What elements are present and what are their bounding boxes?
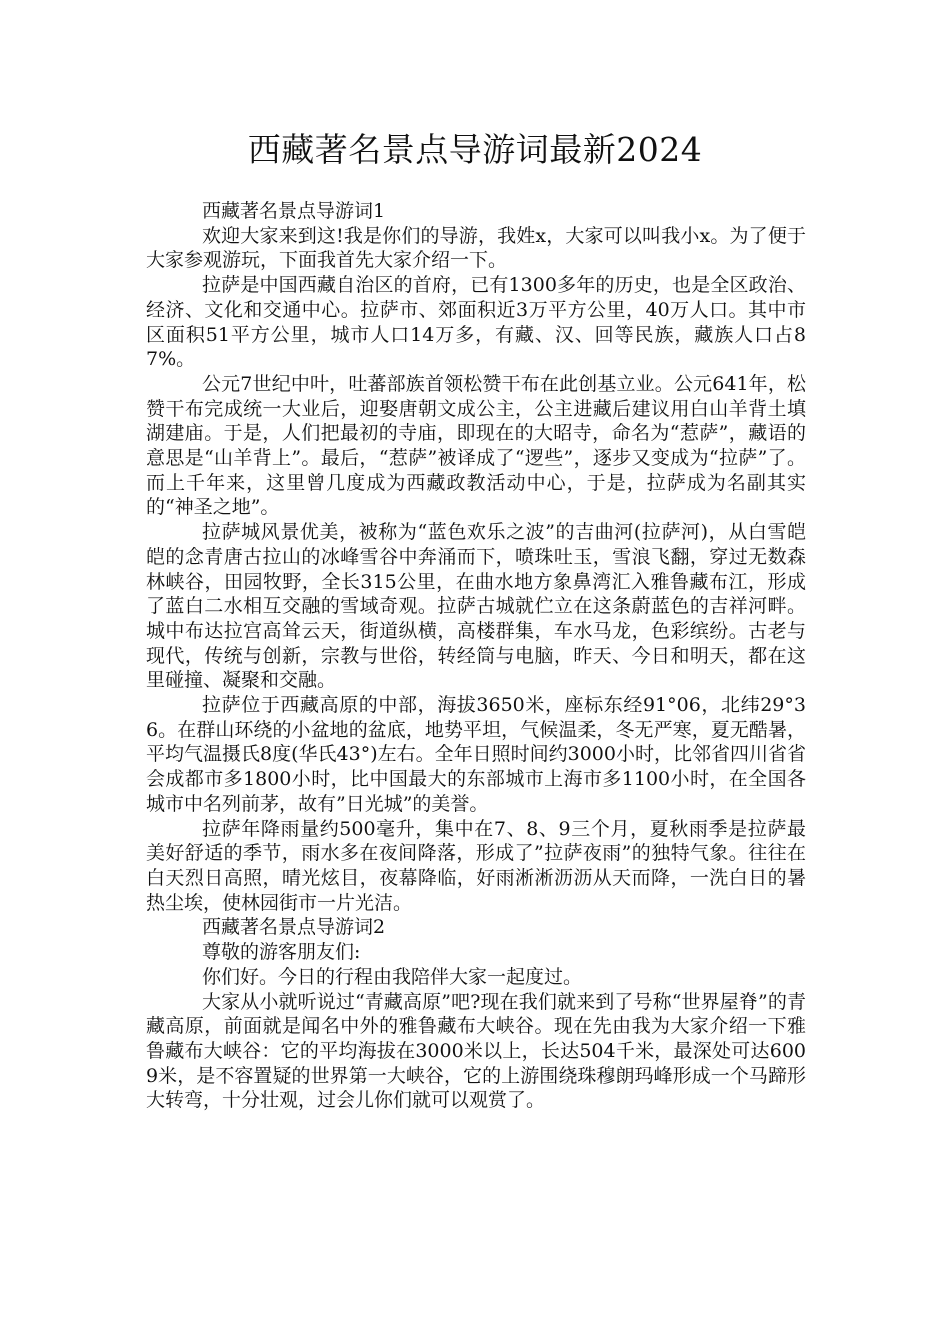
paragraph: 尊敬的游客朋友们:	[202, 941, 361, 964]
paragraph: 拉萨是中国西藏自治区的首府，已有1300多年的历史，也是全区政治、经济、文化和交通中心。拉萨市、郊面积近3万平方公里，40万人口。其中市区面积51平方公里，城市人口14万多，有藏、汉、回等民族，藏族人口占87%。	[146, 274, 806, 371]
paragraph: 公元7世纪中叶，吐蕃部族首领松赞干布在此创基立业。公元641年，松赞干布完成统一大业后，迎娶唐朝文成公主，公主进藏后建议用白山羊背土填湖建庙。于是，人们把最初的寺庙，即现在的大昭寺，命名为“惹萨”，藏语的意思是“山羊背上”。最后，“惹萨”被译成了“逻些”，逐步又变成为“拉萨”了。而上千年来，这里曾几度成为西藏政教活动中心，于是，拉萨成为名副其实的“神圣之地”。	[146, 372, 806, 519]
paragraph: 你们好。今日的行程由我陪伴大家一起度过。	[202, 965, 583, 988]
paragraph: 大家从小就听说过“青藏高原”吧?现在我们就来到了号称“世界屋脊”的青藏高原，前面就是闻名中外的雅鲁藏布大峡谷。现在先由我为大家介绍一下雅鲁藏布大峡谷：它的平均海拔在3000米以上，长达504千米，最深处可达6009米，是不容置疑的世界第一大峡谷，它的上游围绕珠穆朗玛峰形成一个马蹄形大转弯，十分壮观，过会儿你们就可以观赏了。	[146, 990, 806, 1112]
document-title: 西藏著名景点导游词最新2024	[247, 130, 703, 169]
document-body	[146, 199, 806, 1113]
section-heading: 西藏著名景点导游词1	[202, 200, 386, 222]
paragraph: 拉萨城风景优美，被称为“蓝色欢乐之波”的吉曲河(拉萨河)，从白雪皑皑的念青唐古拉山的冰峰雪谷中奔涌而下，喷珠吐玉，雪浪飞翻，穿过无数森林峡谷，田园牧野，全长315公里，在曲水地方象鼻湾汇入雅鲁藏布江，形成了蓝白二水相互交融的雪域奇观。拉萨古城就伫立在这条蔚蓝色的吉祥河畔。城中布达拉宫高耸云天，街道纵横，高楼群集，车水马龙，色彩缤纷。古老与现代，传统与创新，宗教与世俗，转经筒与电脑，昨天、今日和明天，都在这里碰撞、凝聚和交融。	[146, 521, 806, 692]
section-heading: 西藏著名景点导游词2	[202, 916, 386, 939]
paragraph: 拉萨位于西藏高原的中部，海拔3650米，座标东经91°06，北纬29°36。在群山环绕的小盆地的盆底，地势平坦，气候温柔，冬无严寒，夏无酷暑，平均气温摄氏8度(华氏43°)左右。全年日照时间约3000小时，比邻省四川省省会成都市多1800小时，比中国最大的东部城市上海市多1100小时，在全国各城市中名列前茅，故有”日光城”的美誉。	[146, 694, 806, 815]
paragraph: 欢迎大家来到这!我是你们的导游，我姓x，大家可以叫我小x。为了便于大家参观游玩，下面我首先大家介绍一下。	[146, 224, 806, 272]
paragraph: 拉萨年降雨量约500毫升，集中在7、8、9三个月，夏秋雨季是拉萨最美好舒适的季节，雨水多在夜间降落，形成了”拉萨夜雨”的独特气象。往往在白天烈日高照，晴光炫目，夜幕降临，好雨淅淅沥沥从天而降，一洗白日的暑热尘埃，使林园街市一片光洁。	[146, 817, 806, 914]
